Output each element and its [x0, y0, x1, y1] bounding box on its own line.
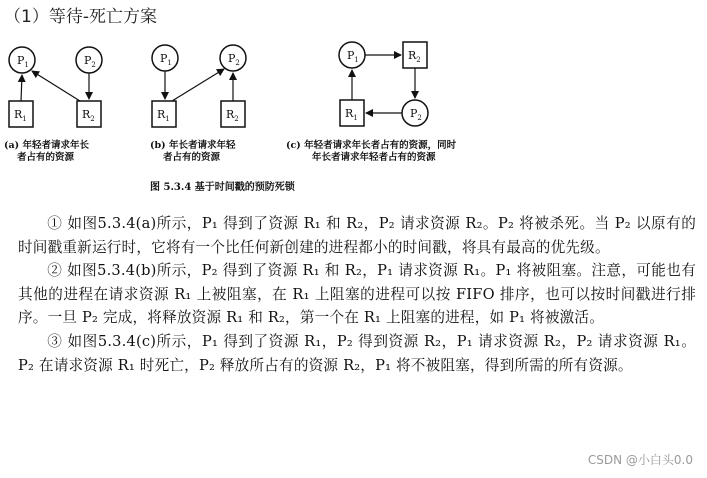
node-r1-c: $R_1$	[345, 107, 358, 122]
body-text	[18, 212, 696, 377]
node-p2-a: $P_2$	[84, 54, 96, 69]
node-r1-b: $R_1$	[157, 108, 170, 123]
section-heading: （1）等待-死亡方案	[4, 7, 157, 27]
paragraph-2: ② 如图5.3.4(b)所示，P₂ 得到了资源 R₁ 和 R₂，P₁ 请求资源 R₁。P₁ 将被阻塞。注意，可能也有其他的进程在请求资源 R₁ 上被阻塞，在 R₁ 上阻塞的进程可以按 FIFO 排序，也可以按时间戳进行排序。一旦 P₂ 完成，将释放资源 R₁ 和 R₂，第一个在 R₁ 上阻塞的进程，如 P₁ 将被激活。	[18, 262, 696, 327]
caption-b-line1: (b) 年长者请求年轻	[150, 140, 236, 151]
paragraph-1: ① 如图5.3.4(a)所示，P₁ 得到了资源 R₁ 和 R₂，P₂ 请求资源 R₂。P₂ 将被杀死。当 P₂ 以原有的时间戳重新运行时，它将有一个比任何新创建的进程都小的时间戳，将具有最高的优先级。	[18, 215, 696, 256]
node-p1-a: $P_1$	[17, 54, 29, 69]
node-r2-a: $R_2$	[82, 108, 95, 123]
caption-b-line2: 者占有的资源	[163, 152, 221, 163]
diagram-a	[9, 47, 102, 127]
diagram-b	[152, 45, 246, 127]
node-p2-c: $P_2$	[410, 107, 422, 122]
paragraph-3: ③ 如图5.3.4(c)所示，P₁ 得到了资源 R₁，P₂ 得到资源 R₂，P₁ 请求资源 R₂，P₂ 请求资源 R₁。P₂ 在请求资源 R₁ 时死亡，P₂ 释放所占有的资源 R₂，P₁ 将不被阻塞，得到所需的所有资源。	[18, 332, 696, 374]
node-p1-c: $P_1$	[347, 49, 359, 64]
node-p2-b: $P_2$	[228, 52, 240, 67]
caption-a-line2: 者占有的资源	[17, 152, 75, 163]
diagram-c	[339, 42, 428, 126]
caption-a-line1: (a) 年轻者请求年长	[4, 140, 89, 151]
node-r2-b: $R_2$	[226, 108, 239, 123]
watermark: CSDN @小白头0.0	[587, 453, 693, 467]
figure-title: 图 5.3.4 基于时间戳的预防死锁	[150, 182, 295, 193]
caption-c-line2: 年长者请求年轻者占有的资源	[312, 152, 436, 163]
node-r2-c: $R_2$	[408, 49, 421, 64]
caption-c-line1: (c) 年轻者请求年长者占有的资源，同时	[286, 140, 457, 151]
node-r1-a: $R_1$	[14, 108, 27, 123]
deadlock-figure	[0, 30, 707, 200]
node-p1-b: $P_1$	[160, 52, 172, 67]
